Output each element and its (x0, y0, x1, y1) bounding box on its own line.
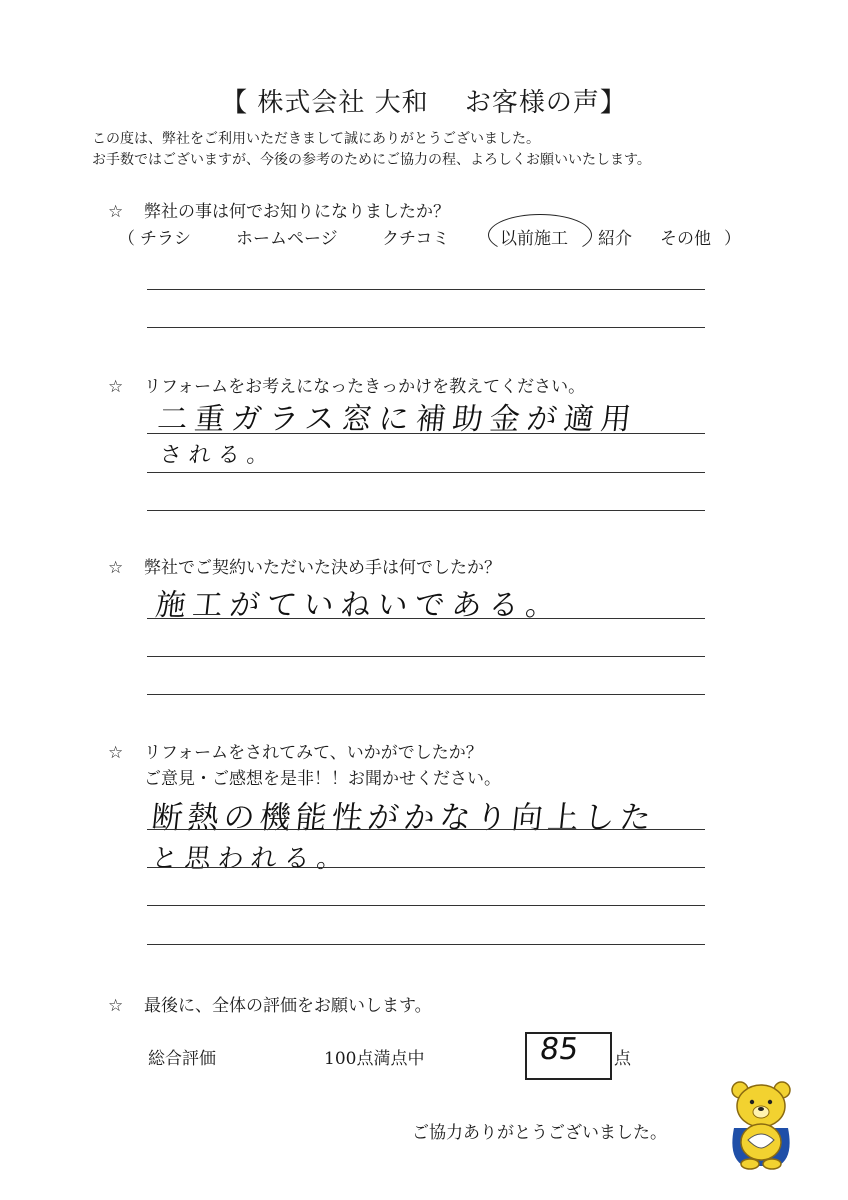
bear-mascot-icon (726, 1078, 796, 1170)
answer-4-line-1: 断熱の機能性がかなり向上した (149, 800, 658, 836)
answer-line (147, 327, 705, 328)
option-other: その他 (660, 229, 711, 249)
question-5-text: 最後に、全体の評価をお願いします。 (144, 996, 432, 1016)
option-word-of-mouth: クチコミ (382, 229, 450, 249)
star-icon: ☆ (108, 558, 124, 578)
answer-line (147, 944, 705, 945)
bear-eye-left (750, 1100, 754, 1104)
question-5 (108, 991, 432, 1016)
answer-4-line-2: と思われる。 (150, 844, 352, 874)
paren-close: ） (724, 229, 741, 249)
answer-3-line-1: 施工がていねいである。 (153, 588, 565, 623)
answer-line (147, 472, 705, 473)
score-value: 85 (537, 1032, 581, 1067)
question-1 (108, 197, 450, 222)
answer-line (147, 694, 705, 695)
bear-eye-right (768, 1100, 772, 1104)
answer-line (147, 829, 705, 830)
answer-line (147, 433, 705, 434)
star-icon: ☆ (108, 743, 124, 763)
selected-option-circle (488, 214, 592, 256)
overall-rating-label: 総合評価 (148, 1049, 216, 1069)
star-icon: ☆ (108, 202, 124, 222)
answer-line (147, 289, 705, 290)
option-homepage: ホームページ (236, 229, 338, 249)
question-3-text: 弊社でご契約いただいた決め手は何でしたか？ (144, 558, 501, 578)
option-previous-work: 以前施工 (500, 229, 568, 249)
question-1-text: 弊社の事は何でお知りになりましたか？ (144, 202, 450, 222)
question-2-text: リフォームをお考えになったきっかけを教えてください。 (144, 377, 586, 397)
option-referral: 紹介 (598, 229, 632, 249)
question-4-text-2: ご意見・ご感想を是非！！お聞かせください。 (144, 769, 501, 789)
page-title: 【 株式会社 大和 お客様の声】 (221, 88, 627, 118)
bear-nose (758, 1107, 764, 1111)
score-unit: 点 (614, 1049, 631, 1069)
star-icon: ☆ (108, 377, 124, 397)
bear-foot-left (741, 1159, 759, 1169)
answer-line (147, 618, 705, 619)
question-3 (108, 553, 501, 578)
answer-line (147, 510, 705, 511)
scale-label: 100点満点中 (324, 1049, 425, 1069)
bear-foot-right (763, 1159, 781, 1169)
intro-line-1: この度は、弊社をご利用いただきまして誠にありがとうございました。 (92, 131, 540, 147)
answer-line (147, 905, 705, 906)
thanks-text: ご協力ありがとうございました。 (412, 1123, 667, 1143)
paren-open: （ (118, 229, 135, 249)
answer-2-line-1: 二重ガラス窓に補助金が適用 (155, 402, 640, 437)
answer-line (147, 656, 705, 657)
answer-2-line-2: される。 (158, 443, 278, 468)
answer-line (147, 867, 705, 868)
question-4 (108, 738, 483, 763)
question-4-text-1: リフォームをされてみて、いかがでしたか？ (144, 743, 483, 763)
intro-line-2: お手数ではございますが、今後の参考のためにご協力の程、よろしくお願いいたします。 (92, 152, 651, 168)
option-flyer: チラシ (140, 229, 191, 249)
star-icon: ☆ (108, 996, 124, 1016)
